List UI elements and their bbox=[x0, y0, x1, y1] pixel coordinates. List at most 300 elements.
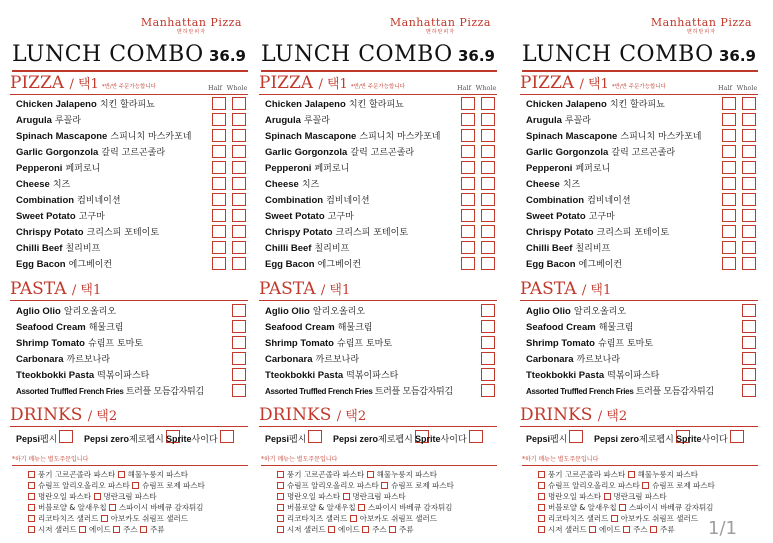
half-checkbox[interactable] bbox=[722, 145, 736, 158]
extra-checkbox[interactable] bbox=[642, 482, 649, 489]
extra-checkbox[interactable] bbox=[113, 526, 120, 533]
half-checkbox[interactable] bbox=[461, 161, 475, 174]
section-pick: / 택2 bbox=[87, 409, 118, 424]
item-label bbox=[526, 209, 615, 222]
item-label bbox=[265, 241, 349, 254]
whole-checkbox[interactable] bbox=[742, 161, 756, 174]
half-checkbox[interactable] bbox=[212, 113, 226, 126]
extra-checkbox[interactable] bbox=[650, 526, 657, 533]
item-label bbox=[265, 257, 361, 270]
whole-checkbox[interactable] bbox=[232, 193, 246, 206]
extra-item: 에이드 bbox=[89, 525, 111, 534]
extra-checkbox[interactable] bbox=[277, 493, 284, 500]
extra-checkbox[interactable] bbox=[362, 526, 369, 533]
half-checkbox[interactable] bbox=[461, 129, 475, 142]
extra-checkbox[interactable] bbox=[589, 526, 596, 533]
extra-checkbox[interactable] bbox=[28, 515, 35, 522]
extra-checkbox[interactable] bbox=[277, 471, 284, 478]
half-checkbox[interactable] bbox=[461, 177, 475, 190]
pizza-item bbox=[526, 112, 758, 128]
section-title-text: PIZZA bbox=[10, 73, 65, 93]
size-column-labels bbox=[714, 84, 758, 92]
item-name-en: Arugula bbox=[265, 115, 301, 126]
item-name-ko: 떡볶이파스타 bbox=[346, 371, 399, 381]
section-pick: / 택1 bbox=[318, 77, 348, 92]
pizza-item bbox=[526, 160, 758, 176]
item-label bbox=[526, 304, 626, 317]
whole-label: Whole bbox=[226, 84, 248, 92]
pasta-checkbox[interactable] bbox=[742, 336, 756, 349]
item-name-ko: 알리오올리오 bbox=[573, 307, 627, 317]
half-checkbox[interactable] bbox=[722, 177, 736, 190]
combo-header bbox=[12, 42, 248, 72]
whole-checkbox[interactable] bbox=[481, 225, 495, 238]
section-title bbox=[520, 279, 611, 299]
extra-checkbox[interactable] bbox=[611, 515, 618, 522]
section-title-text: PASTA bbox=[10, 279, 67, 299]
extra-checkbox[interactable] bbox=[538, 471, 545, 478]
extra-checkbox[interactable] bbox=[109, 504, 116, 511]
extra-checkbox[interactable] bbox=[277, 526, 284, 533]
brand-name: Manhattan Pizza bbox=[140, 16, 242, 29]
drink-name-ko: 펩시 bbox=[40, 435, 58, 445]
pizza-item bbox=[526, 224, 758, 240]
half-checkbox[interactable] bbox=[461, 97, 475, 110]
half-checkbox[interactable] bbox=[212, 225, 226, 238]
extra-checkbox[interactable] bbox=[94, 493, 101, 500]
extra-item: 풍기 고르곤졸라 파스타 bbox=[548, 470, 626, 479]
half-checkbox[interactable] bbox=[722, 257, 736, 270]
item-label bbox=[265, 113, 330, 126]
half-checkbox[interactable] bbox=[212, 129, 226, 142]
drink-checkbox[interactable] bbox=[308, 430, 322, 443]
extra-checkbox[interactable] bbox=[604, 493, 611, 500]
item-label bbox=[16, 129, 191, 142]
pizza-item bbox=[265, 96, 497, 112]
item-label bbox=[16, 177, 70, 190]
item-name-ko: 알리오올리오 bbox=[312, 307, 366, 317]
whole-checkbox[interactable] bbox=[481, 241, 495, 254]
drink-checkbox[interactable] bbox=[469, 430, 483, 443]
pasta-checkbox[interactable] bbox=[742, 368, 756, 381]
item-label bbox=[526, 97, 665, 110]
item-name-en: Carbonara bbox=[16, 354, 64, 365]
half-checkbox[interactable] bbox=[212, 97, 226, 110]
extra-checkbox[interactable] bbox=[358, 504, 365, 511]
extra-checkbox[interactable] bbox=[381, 482, 388, 489]
half-checkbox[interactable] bbox=[461, 241, 475, 254]
extra-checkbox[interactable] bbox=[538, 482, 545, 489]
item-label bbox=[265, 384, 453, 397]
drink-label bbox=[526, 435, 567, 445]
pasta-checkbox[interactable] bbox=[742, 320, 756, 333]
extra-item: 슈림프 로제 파스타 bbox=[652, 481, 715, 490]
extra-checkbox[interactable] bbox=[28, 482, 35, 489]
item-name-ko: 에그베이컨 bbox=[68, 260, 113, 270]
half-checkbox[interactable] bbox=[722, 161, 736, 174]
item-name-ko: 슈림프 토마토 bbox=[88, 339, 144, 349]
section-title-text: PASTA bbox=[259, 279, 316, 299]
whole-checkbox[interactable] bbox=[742, 129, 756, 142]
extra-items-line bbox=[277, 491, 406, 502]
pasta-section-header bbox=[10, 280, 248, 301]
whole-checkbox[interactable] bbox=[481, 257, 495, 270]
drinks-section-header bbox=[520, 406, 758, 427]
pasta-checkbox[interactable] bbox=[742, 304, 756, 317]
item-name-en: Egg Bacon bbox=[265, 259, 315, 270]
drink-checkbox[interactable] bbox=[220, 430, 234, 443]
pasta-item bbox=[265, 383, 497, 399]
pasta-item bbox=[526, 367, 758, 383]
order-sheet bbox=[10, 0, 250, 543]
item-name-ko: 컴비네이션 bbox=[326, 196, 370, 206]
pasta-checkbox[interactable] bbox=[232, 384, 246, 397]
extra-item: 슈림프 알리오올리오 파스타 bbox=[287, 481, 379, 490]
extra-checkbox[interactable] bbox=[619, 504, 626, 511]
pizza-item bbox=[265, 224, 497, 240]
whole-checkbox[interactable] bbox=[742, 225, 756, 238]
extra-items-line bbox=[28, 524, 165, 535]
item-name-ko: 치킨 할라피뇨 bbox=[99, 100, 155, 110]
item-label bbox=[526, 145, 675, 158]
half-checkbox[interactable] bbox=[461, 225, 475, 238]
pasta-checkbox[interactable] bbox=[232, 320, 246, 333]
item-label bbox=[265, 177, 319, 190]
pizza-item bbox=[265, 240, 497, 256]
whole-checkbox[interactable] bbox=[232, 177, 246, 190]
extra-checkbox[interactable] bbox=[623, 526, 630, 533]
item-name-en: Spinach Mascapone bbox=[16, 131, 108, 142]
page-indicator: 1/1 bbox=[708, 518, 737, 539]
pizza-item bbox=[526, 240, 758, 256]
section-title bbox=[520, 405, 627, 425]
pizza-item bbox=[265, 112, 497, 128]
combo-price: 36.9 bbox=[718, 47, 756, 65]
extra-items-line bbox=[277, 469, 437, 480]
whole-checkbox[interactable] bbox=[481, 177, 495, 190]
item-name-en: Garlic Gorgonzola bbox=[16, 147, 99, 158]
whole-label: Whole bbox=[475, 84, 497, 92]
drink-label bbox=[333, 435, 413, 445]
pasta-checkbox[interactable] bbox=[481, 304, 495, 317]
pasta-checkbox[interactable] bbox=[232, 352, 246, 365]
whole-checkbox[interactable] bbox=[742, 257, 756, 270]
extra-item: 아보카도 쉬림프 샐러드 bbox=[620, 514, 698, 523]
drinks-section-header bbox=[259, 406, 497, 427]
extra-checkbox[interactable] bbox=[538, 504, 545, 511]
item-name-en: Seafood Cream bbox=[526, 322, 596, 333]
extra-items-line bbox=[277, 524, 414, 535]
pizza-item bbox=[16, 144, 248, 160]
extra-checkbox[interactable] bbox=[28, 526, 35, 533]
pizza-item bbox=[16, 208, 248, 224]
whole-checkbox[interactable] bbox=[232, 241, 246, 254]
item-name-ko: 스피니치 마스카포네 bbox=[110, 132, 192, 142]
extra-items-line bbox=[538, 502, 713, 513]
extra-checkbox[interactable] bbox=[28, 493, 35, 500]
item-name-ko: 갈릭 고르곤졸라 bbox=[611, 148, 676, 158]
extra-checkbox[interactable] bbox=[277, 482, 284, 489]
drink-checkbox[interactable] bbox=[730, 430, 744, 443]
brand-subtitle: 맨하탄피자 bbox=[425, 29, 456, 35]
extra-item: 해물누룽지 파스타 bbox=[376, 470, 437, 479]
extra-checkbox[interactable] bbox=[79, 526, 86, 533]
order-sheet bbox=[520, 0, 760, 543]
item-name-ko: 페퍼로니 bbox=[65, 164, 101, 174]
whole-checkbox[interactable] bbox=[232, 113, 246, 126]
extra-checkbox[interactable] bbox=[538, 526, 545, 533]
extra-items-line bbox=[28, 513, 188, 524]
pasta-checkbox[interactable] bbox=[742, 384, 756, 397]
item-name-en: Combination bbox=[16, 195, 75, 206]
item-name-en: Combination bbox=[265, 195, 324, 206]
whole-checkbox[interactable] bbox=[481, 193, 495, 206]
whole-checkbox[interactable] bbox=[232, 209, 246, 222]
extra-checkbox[interactable] bbox=[343, 493, 350, 500]
section-title bbox=[10, 405, 117, 425]
extra-checkbox[interactable] bbox=[538, 515, 545, 522]
whole-checkbox[interactable] bbox=[481, 145, 495, 158]
pizza-section-header bbox=[10, 74, 248, 95]
whole-checkbox[interactable] bbox=[481, 161, 495, 174]
extra-item: 명란크림 파스타 bbox=[352, 492, 406, 501]
pasta-checkbox[interactable] bbox=[481, 384, 495, 397]
item-name-ko: 까르보나라 bbox=[576, 355, 621, 365]
item-label bbox=[526, 113, 591, 126]
extra-item: 주류 bbox=[660, 525, 675, 534]
extra-checkbox[interactable] bbox=[140, 526, 147, 533]
half-checkbox[interactable] bbox=[212, 209, 226, 222]
pasta-checkbox[interactable] bbox=[742, 352, 756, 365]
item-name-ko: 고구마 bbox=[78, 212, 105, 222]
item-name-ko: 슈림프 토마토 bbox=[598, 339, 654, 349]
item-name-en: Egg Bacon bbox=[16, 259, 66, 270]
extra-checkbox[interactable] bbox=[350, 515, 357, 522]
extra-item: 버블로얄 & 알새우칩 bbox=[548, 503, 617, 512]
extra-item: 버블로얄 & 알새우칩 bbox=[287, 503, 356, 512]
half-checkbox[interactable] bbox=[722, 129, 736, 142]
pizza-item bbox=[16, 112, 248, 128]
whole-checkbox[interactable] bbox=[742, 145, 756, 158]
extra-checkbox[interactable] bbox=[389, 526, 396, 533]
half-checkbox[interactable] bbox=[461, 113, 475, 126]
pizza-item bbox=[265, 144, 497, 160]
drink-name-ko: 제로펩시 bbox=[129, 435, 164, 445]
extra-item: 시저 샐러드 bbox=[38, 525, 77, 534]
extra-item: 스파이시 바베큐 감자튀김 bbox=[118, 503, 204, 512]
drink-label bbox=[16, 435, 57, 445]
drinks-section-header bbox=[10, 406, 248, 427]
whole-checkbox[interactable] bbox=[232, 225, 246, 238]
pasta-checkbox[interactable] bbox=[232, 336, 246, 349]
drink-checkbox[interactable] bbox=[59, 430, 73, 443]
item-name-ko: 컴비네이션 bbox=[77, 196, 121, 206]
extra-item: 명란오일 파스타 bbox=[548, 492, 602, 501]
item-name-en: Assorted Truffled French Fries bbox=[265, 387, 373, 396]
pasta-checkbox[interactable] bbox=[481, 352, 495, 365]
item-name-en: Chrispy Potato bbox=[526, 227, 594, 238]
half-checkbox[interactable] bbox=[722, 113, 736, 126]
drinks-row bbox=[265, 430, 497, 448]
item-name-en: Spinach Mascapone bbox=[265, 131, 357, 142]
whole-checkbox[interactable] bbox=[742, 113, 756, 126]
half-checkbox[interactable] bbox=[722, 97, 736, 110]
item-name-en: Seafood Cream bbox=[265, 322, 335, 333]
extra-items-line bbox=[538, 491, 667, 502]
drink-checkbox[interactable] bbox=[569, 430, 583, 443]
pizza-item bbox=[526, 192, 758, 208]
section-title-text: DRINKS bbox=[259, 405, 332, 425]
extra-item: 리코타치즈 샐러드 bbox=[548, 514, 609, 523]
extra-checkbox[interactable] bbox=[628, 471, 635, 478]
extra-checkbox[interactable] bbox=[367, 471, 374, 478]
pasta-checkbox[interactable] bbox=[481, 368, 495, 381]
item-name-en: Chilli Beef bbox=[265, 243, 312, 254]
pasta-checkbox[interactable] bbox=[232, 368, 246, 381]
half-checkbox[interactable] bbox=[212, 193, 226, 206]
drink-name-en: Pepsi zero bbox=[84, 434, 130, 444]
extra-order-note: *하기 메뉴는 별도주문입니다 bbox=[261, 454, 497, 466]
item-name-en: Sweet Potato bbox=[265, 211, 325, 222]
whole-checkbox[interactable] bbox=[481, 209, 495, 222]
extra-items-line bbox=[538, 513, 698, 524]
half-checkbox[interactable] bbox=[212, 145, 226, 158]
item-name-ko: 해물크림 bbox=[598, 323, 634, 333]
combo-title: LUNCH COMBO bbox=[522, 42, 714, 67]
half-checkbox[interactable] bbox=[722, 225, 736, 238]
item-name-ko: 페퍼로니 bbox=[314, 164, 350, 174]
half-checkbox[interactable] bbox=[461, 257, 475, 270]
whole-checkbox[interactable] bbox=[742, 193, 756, 206]
extra-items-line bbox=[538, 480, 715, 491]
pasta-item bbox=[16, 383, 248, 399]
extra-checkbox[interactable] bbox=[28, 504, 35, 511]
whole-checkbox[interactable] bbox=[232, 257, 246, 270]
pizza-item bbox=[16, 192, 248, 208]
extra-item: 아보카도 쉬림프 샐러드 bbox=[359, 514, 437, 523]
item-name-en: Assorted Truffled French Fries bbox=[16, 387, 124, 396]
whole-checkbox[interactable] bbox=[232, 161, 246, 174]
half-checkbox[interactable] bbox=[212, 257, 226, 270]
whole-checkbox[interactable] bbox=[742, 241, 756, 254]
item-name-en: Tteokbokki Pasta bbox=[265, 370, 344, 381]
pasta-item bbox=[265, 319, 497, 335]
item-name-ko: 해물크림 bbox=[88, 323, 124, 333]
drink-name-ko: 사이다 bbox=[191, 435, 218, 445]
pasta-checkbox[interactable] bbox=[481, 336, 495, 349]
item-label bbox=[16, 320, 124, 333]
whole-checkbox[interactable] bbox=[481, 129, 495, 142]
half-checkbox[interactable] bbox=[212, 161, 226, 174]
item-label bbox=[16, 97, 155, 110]
pasta-item bbox=[526, 351, 758, 367]
item-label bbox=[265, 145, 414, 158]
item-label bbox=[265, 209, 354, 222]
half-checkbox[interactable] bbox=[722, 193, 736, 206]
pizza-item bbox=[526, 128, 758, 144]
extra-checkbox[interactable] bbox=[538, 493, 545, 500]
item-name-ko: 트러플 모듬감자튀김 bbox=[125, 387, 204, 397]
extra-checkbox[interactable] bbox=[28, 471, 35, 478]
item-name-ko: 고구마 bbox=[588, 212, 615, 222]
whole-checkbox[interactable] bbox=[742, 97, 756, 110]
item-name-en: Cheese bbox=[526, 179, 560, 190]
extra-item: 해물누룽지 파스타 bbox=[127, 470, 188, 479]
item-name-en: Carbonara bbox=[526, 354, 574, 365]
extra-checkbox[interactable] bbox=[277, 504, 284, 511]
item-label bbox=[526, 320, 634, 333]
extra-checkbox[interactable] bbox=[132, 482, 139, 489]
whole-checkbox[interactable] bbox=[232, 145, 246, 158]
half-checkbox[interactable] bbox=[722, 209, 736, 222]
whole-checkbox[interactable] bbox=[232, 129, 246, 142]
item-name-ko: 컴비네이션 bbox=[587, 196, 631, 206]
half-checkbox[interactable] bbox=[461, 193, 475, 206]
item-name-en: Cheese bbox=[265, 179, 299, 190]
half-checkbox[interactable] bbox=[461, 209, 475, 222]
item-name-en: Egg Bacon bbox=[526, 259, 576, 270]
item-name-en: Sweet Potato bbox=[526, 211, 586, 222]
drink-name-ko: 제로펩시 bbox=[378, 435, 413, 445]
drink-name-ko: 펩시 bbox=[289, 435, 307, 445]
item-name-en: Chilli Beef bbox=[16, 243, 63, 254]
extra-item: 풍기 고르곤졸라 파스타 bbox=[287, 470, 365, 479]
pasta-checkbox[interactable] bbox=[481, 320, 495, 333]
whole-checkbox[interactable] bbox=[481, 97, 495, 110]
pasta-checkbox[interactable] bbox=[232, 304, 246, 317]
extra-checkbox[interactable] bbox=[277, 515, 284, 522]
extra-items-line bbox=[28, 480, 205, 491]
section-note: *반/반 주문가능합니다 bbox=[350, 84, 405, 90]
item-label bbox=[16, 257, 112, 270]
pasta-item bbox=[526, 319, 758, 335]
half-checkbox[interactable] bbox=[461, 145, 475, 158]
drink-label bbox=[415, 435, 467, 445]
drink-name-en: Sprite bbox=[415, 434, 441, 444]
item-label bbox=[16, 241, 100, 254]
extra-checkbox[interactable] bbox=[101, 515, 108, 522]
whole-checkbox[interactable] bbox=[232, 97, 246, 110]
extra-item: 슈림프 로제 파스타 bbox=[391, 481, 454, 490]
extra-order-note: *하기 메뉴는 별도주문입니다 bbox=[522, 454, 758, 466]
extra-checkbox[interactable] bbox=[328, 526, 335, 533]
extra-item: 명란오일 파스타 bbox=[38, 492, 92, 501]
half-checkbox[interactable] bbox=[212, 177, 226, 190]
extra-item: 주스 bbox=[123, 525, 138, 534]
pasta-item bbox=[526, 303, 758, 319]
size-column-labels bbox=[204, 84, 248, 92]
item-name-ko: 해물크림 bbox=[337, 323, 373, 333]
section-note: *반/반 주문가능합니다 bbox=[611, 84, 666, 90]
half-checkbox[interactable] bbox=[722, 241, 736, 254]
whole-checkbox[interactable] bbox=[742, 177, 756, 190]
item-name-ko: 루꼴라 bbox=[564, 116, 592, 126]
item-name-en: Chrispy Potato bbox=[265, 227, 333, 238]
half-checkbox[interactable] bbox=[212, 241, 226, 254]
item-name-en: Combination bbox=[526, 195, 585, 206]
item-name-ko: 알리오올리오 bbox=[63, 307, 117, 317]
whole-checkbox[interactable] bbox=[742, 209, 756, 222]
section-title-text: PIZZA bbox=[259, 73, 314, 93]
whole-checkbox[interactable] bbox=[481, 113, 495, 126]
extra-items-line bbox=[277, 480, 454, 491]
item-label bbox=[265, 225, 408, 238]
item-name-ko: 떡볶이파스타 bbox=[97, 371, 150, 381]
pizza-item bbox=[526, 96, 758, 112]
extra-checkbox[interactable] bbox=[118, 471, 125, 478]
brand-subtitle: 맨하탄피자 bbox=[686, 29, 717, 35]
item-name-en: Aglio Olio bbox=[265, 306, 310, 317]
